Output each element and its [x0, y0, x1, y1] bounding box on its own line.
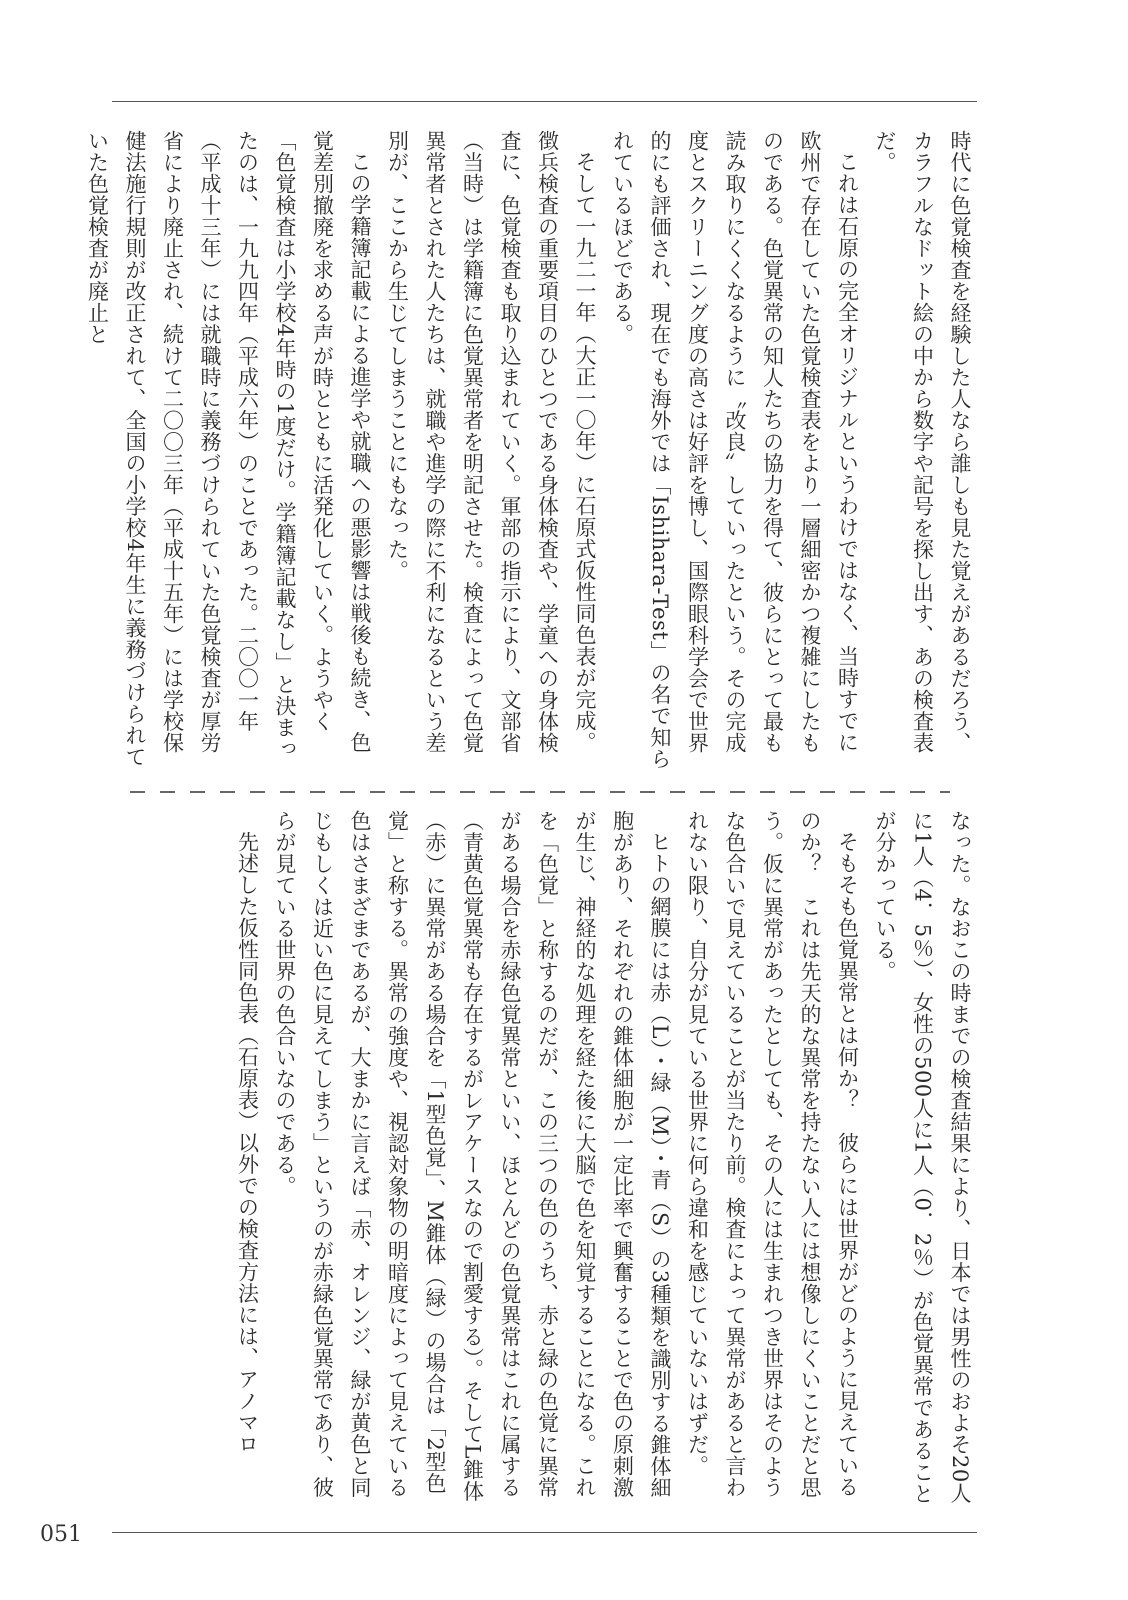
- paragraph: 先述した仮性同色表（石原表）以外での検査方法には、アノマロ: [235, 831, 260, 1455]
- paragraph: これは石原の完全オリジナルというわけではなく、当時すでに欧州で存在していた色覚検査表をより一層細密かつ複雑にしたものである。色覚異常の知人たちの協力を得て、彼らにとって最も読み取りにくくなるように〝改良〟していったという。その完成度とスクリーニング度の高さは好評を博し、国際眼科学会で世界的にも評価され、現在でも海外では「Ishihara-Test」の名で知られているほどである。: [610, 130, 860, 770]
- paragraph: この学籍簿記載による進学や就職への悪影響は戦後も続き、色覚差別撤廃を求める声が時とともに活発化していく。ようやく「色覚検査は小学校4年時の1度だけ。学籍簿記載なし」と決まったのは、一九九四年（平成六年）のことであった。二〇〇一年（平成十三年）には就職時に義務づけられていた色覚検査が厚労省により廃止され、続けて二〇〇三年（平成十五年）には学校保健法施行規則が改正されて、全国の小学校4年生に義務づけられていた色覚検査が廃止と: [85, 130, 372, 768]
- bottom-rule: [112, 1532, 977, 1533]
- paragraph: なった。なおこの時までの検査結果により、日本では男性のおよそ20人に1人（4．5％）、女性の500人に1人（0．2％）が色覚異常であることが分かっている。: [873, 810, 972, 1505]
- top-rule: [112, 101, 977, 102]
- upper-text-block: [85, 130, 978, 770]
- lower-text-block: [130, 810, 978, 1510]
- paragraph: ヒトの網膜には赤（L）・緑（M）・青（S）の3種類を識別する錐体細胞があり、それぞれの錐体細胞が一定比率で興奮することで色の原刺激が生じ、神経的な処理を経た後に大脳で色を知覚することになる。これを「色覚」と称するのだが、この三つの色のうち、赤と緑の色覚に異常がある場合を赤緑色覚異常といい、ほとんどの色覚異常はこれに属する（青黄色覚異常も存在するがレアケースなので割愛する）。そしてL錐体（赤）に異常がある場合を「1型色覚」、M錐体（緑）の場合は「2型色覚」と称する。異常の強度や、視認対象物の明暗度によって見えている色はさまざまであるが、大まかに言えば「赤、オレンジ、緑が黄色と同じもしくは近い色に見えてしまう」というのが赤緑色覚異常であり、彼らが見ている世界の色合いなのである。: [273, 810, 672, 1502]
- paragraph: そもそも色覚異常とは何か？ 彼らには世界がどのように見えているのか？ これは先天的な異常を持たない人には想像しにくいことだと思う。仮に異常があったとしても、その人には生まれつき世界はそのような色合いで見えていることが当たり前。検査によって異常があると言われない限り、自分が見ている世界に何ら違和を感じていないはずだ。: [685, 810, 860, 1498]
- page-number: 051: [40, 1522, 82, 1547]
- dashed-separator: [130, 790, 950, 794]
- paragraph: 時代に色覚検査を経験した人なら誰しも見た覚えがあるだろう、カラフルなドット絵の中から数字や記号を探し出す、あの検査表だ。: [873, 130, 972, 754]
- paragraph: そして一九二一年（大正一〇年）に石原式仮性同色表が完成。徴兵検査の重要項目のひとつである身体検査や、学童への身体検査に、色覚検査も取り込まれていく。軍部の指示により、文部省（当時）は学籍簿に色覚異常者を明記させた。検査によって色覚異常者とされた人たちは、就職や進学の際に不利になるという差別が、ここから生じてしまうことにもなった。: [385, 130, 597, 754]
